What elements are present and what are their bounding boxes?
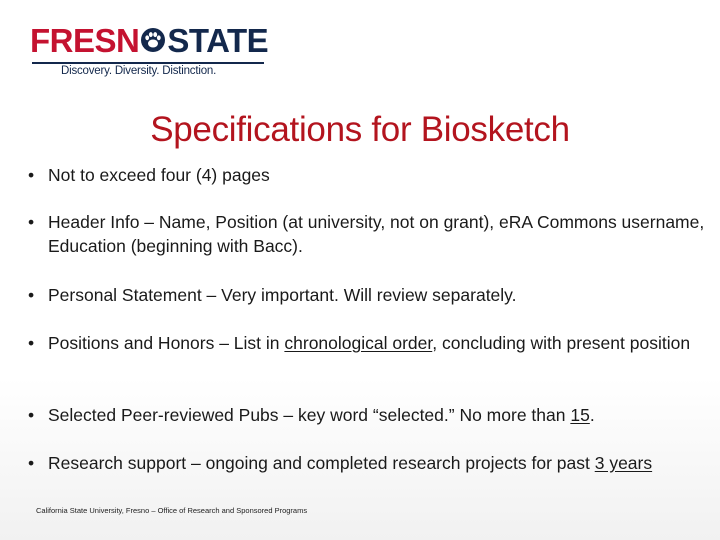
bullet-text: Header Info – Name, Position (at university, not on grant), eRA Commons username, Education (beginning with Bacc).	[48, 212, 705, 256]
logo-tagline: Discovery. Diversity. Distinction.	[61, 65, 217, 77]
bullet-marker: •	[28, 333, 35, 353]
bullet-marker: •	[28, 453, 35, 473]
underlined-phrase: chronological order	[284, 333, 433, 353]
underlined-phrase: 15	[570, 405, 590, 425]
paw-icon	[140, 27, 166, 53]
bullet-text: Personal Statement – Very important. Will review separately.	[48, 285, 517, 305]
slide-title: Specifications for Biosketch	[150, 110, 570, 149]
logo-word-state: STATE	[167, 22, 269, 59]
bullet-marker: •	[28, 285, 35, 305]
bullet-marker: •	[28, 212, 35, 232]
logo-divider	[32, 62, 264, 64]
bullet-text: Not to exceed four (4) pages	[48, 165, 270, 185]
bullet-text	[48, 331, 708, 355]
bullet-text	[48, 403, 708, 427]
bullet-text-pre: Research support – ongoing and completed research projects for past	[48, 453, 595, 473]
bullet-item	[28, 403, 708, 427]
bullet-text-post: .	[589, 405, 595, 425]
logo-wordmark	[30, 22, 268, 60]
bullet-text-pre: Positions and Honors – List in	[48, 333, 285, 353]
fresno-state-logo	[30, 22, 270, 82]
bullet-text-post: , concluding with present position	[432, 333, 691, 353]
bullet-item	[28, 451, 708, 475]
footer-credit: California State University, Fresno – Office of Research and Sponsored Programs	[36, 506, 308, 515]
logo-word-fresno: FRESN	[30, 22, 140, 59]
bullet-marker: •	[28, 165, 35, 185]
bullet-marker: •	[28, 405, 35, 425]
bullet-text	[48, 451, 708, 475]
bullet-item	[28, 331, 708, 355]
bullet-item	[28, 163, 708, 187]
underlined-phrase: 3 years	[594, 453, 653, 473]
bullet-text-pre: Selected Peer-reviewed Pubs – key word “selected.” No more than	[48, 405, 571, 425]
bullet-item	[28, 283, 708, 307]
bullet-item	[28, 210, 708, 258]
